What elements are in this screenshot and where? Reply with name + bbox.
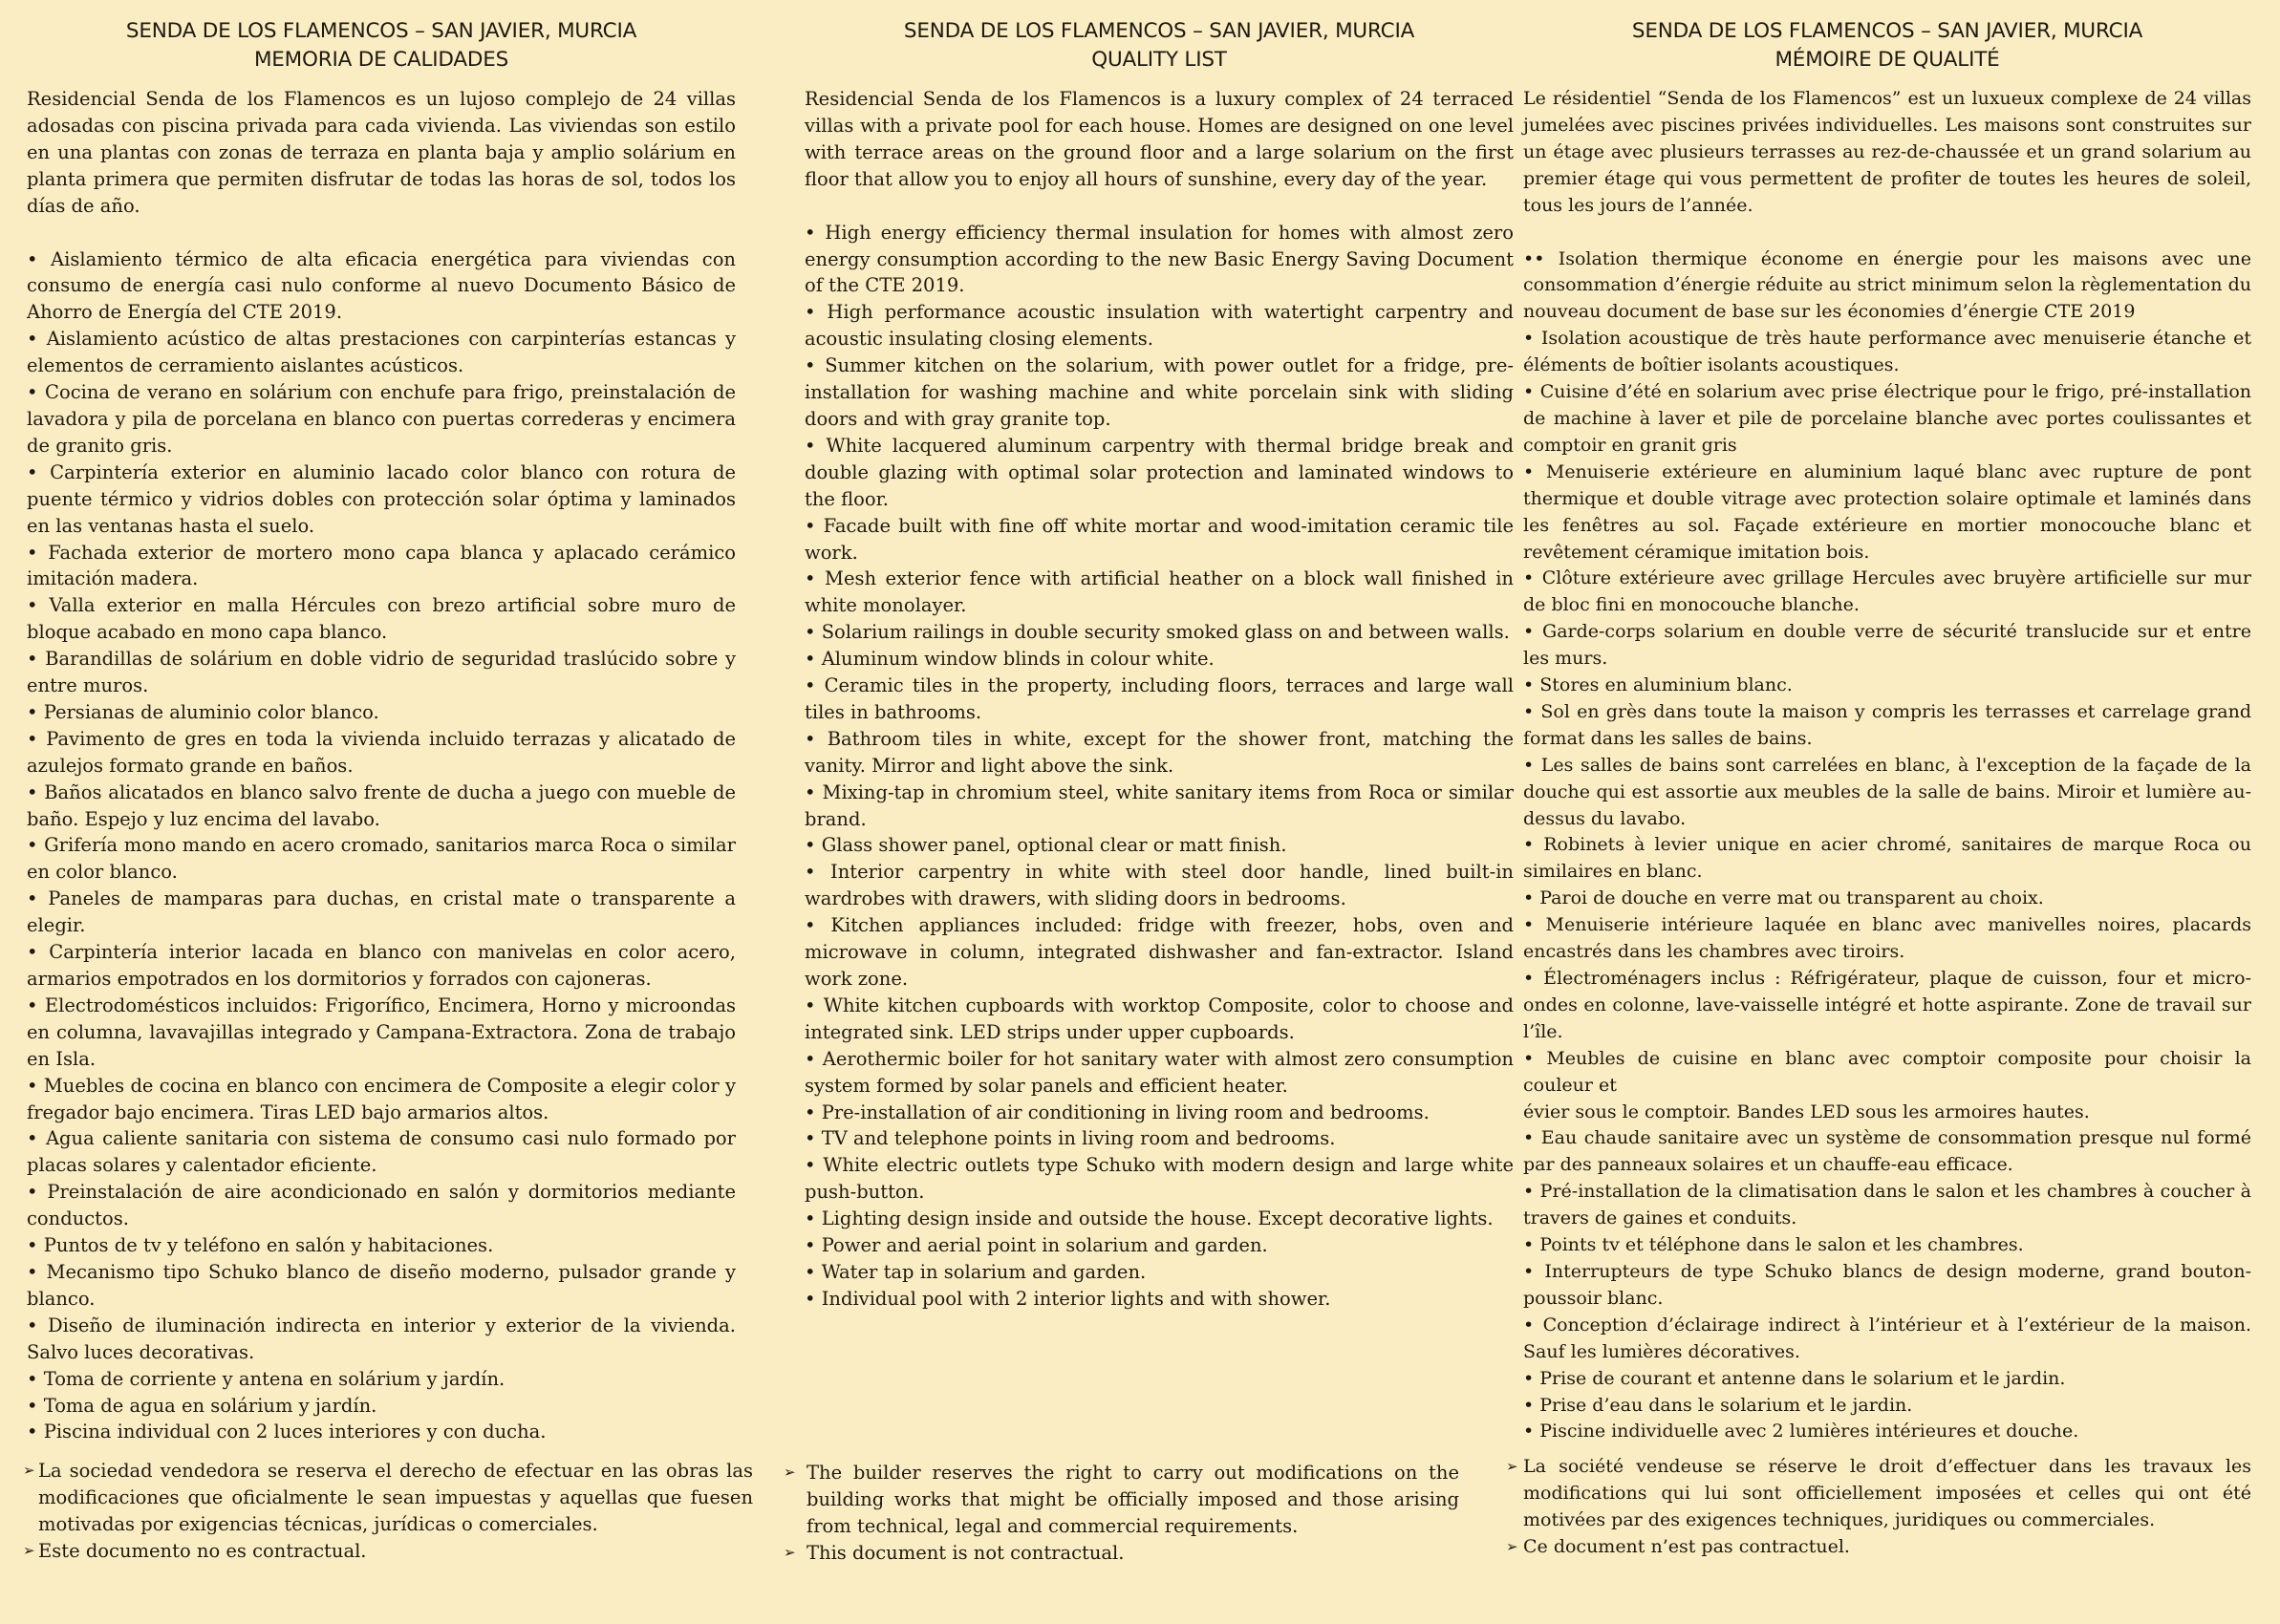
- quality-item: • Facade built with fine off white mortar and wood-imitation ceramic tile work.: [805, 514, 1514, 564]
- quality-item: • Glass shower panel, optional clear or matt finish.: [805, 834, 1287, 857]
- footer-notes-english: [784, 1460, 1459, 1567]
- quality-item: • Kitchen appliances included: fridge with freezer, hobs, oven and microwave in column, integrated dishwasher and fan-extractor. Island work zone.: [805, 914, 1514, 990]
- footer-note-text: Este documento no es contractual.: [38, 1539, 367, 1562]
- arrow-bullet-icon: ➢: [23, 1462, 35, 1479]
- footer-note-text: Ce document n’est pas contractuel.: [1523, 1535, 1850, 1557]
- footer-note: [23, 1458, 753, 1538]
- quality-item: • Water tap in solarium and garden.: [805, 1260, 1147, 1283]
- quality-list: [27, 246, 736, 1446]
- quality-item: • Cuisine d’été en solarium avec prise électrique pour le frigo, pré-installation de machine à laver et pile de porcelaine blanche avec portes coulissantes et comptoir en granit gris: [1523, 381, 2251, 456]
- quality-item: • Solarium railings in double security smoked glass on and between walls.: [805, 621, 1510, 644]
- footer-note-text: La sociedad vendedora se reserva el derecho de efectuar en las obras las modificaciones que oficialmente le sean impuestas y aquellas que fuesen motivadas por exigencias técnicas, jurídicas o comerciales.: [38, 1460, 753, 1535]
- quality-item: • High energy efficiency thermal insulation for homes with almost zero energy consumption according to the new Basic Energy Saving Document of the CTE 2019.: [805, 221, 1514, 297]
- arrow-bullet-icon: ➢: [784, 1543, 796, 1561]
- intro-paragraph: Residencial Senda de los Flamencos is a luxury complex of 24 terraced villas with a private pool for each house. Homes are designed on one level with terrace areas on the ground floor and a large solarium on the first floor that allow you to enjoy all hours of sunshine, every day of the year.: [805, 88, 1514, 190]
- quality-item: • Aluminum window blinds in colour white.: [805, 648, 1215, 671]
- quality-item: • Clôture extérieure avec grillage Hercules avec bruyère artificielle sur mur de bloc fini en monocouche blanche.: [1523, 567, 2251, 616]
- arrow-bullet-icon: ➢: [784, 1464, 796, 1481]
- quality-item: • Ceramic tiles in the property, including floors, terraces and large wall tiles in bathrooms.: [805, 674, 1514, 723]
- quality-item: • Points tv et téléphone dans le salon et les chambres.: [1523, 1234, 2024, 1256]
- quality-item: • Paneles de mamparas para duchas, en cristal mate o transparente a elegir.: [27, 887, 736, 937]
- title-line-2: MÉMOIRE DE QUALITÉ: [1775, 48, 2000, 72]
- quality-item: • Robinets à levier unique en acier chromé, sanitaires de marque Roca ou similaires en blanc.: [1523, 834, 2251, 883]
- quality-item: • White electric outlets type Schuko with modern design and large white push-button.: [805, 1154, 1514, 1204]
- quality-item: • Mesh exterior fence with artificial heather on a block wall finished in white monolayer.: [805, 567, 1514, 617]
- footer-note-text: This document is not contractual.: [807, 1541, 1125, 1564]
- quality-item: • Puntos de tv y teléfono en salón y habitaciones.: [27, 1234, 494, 1257]
- quality-item: • Grifería mono mando en acero cromado, sanitarios marca Roca o similar en color blanco.: [27, 834, 736, 884]
- quality-item: • Menuiserie extérieure en aluminium laqué blanc avec rupture de pont thermique et double vitrage avec protection solaire optimale et laminés dans les fenêtres au sol. Façade extérieure en mortier monocouche blanc et revêtement céramique imitation bois.: [1523, 460, 2251, 563]
- intro-paragraph: Le résidentiel “Senda de los Flamencos” est un luxueux complexe de 24 villas jumelées avec piscines privées individuelles. Les maisons sont construites sur un étage avec plusieurs terrasses au rez-de-chaussée et un grand solarium au premier étage qui vous permettent de profiter de toutes les heures de soleil, tous les jours de l’année.: [1523, 88, 2251, 216]
- quality-item: • Individual pool with 2 interior lights and with shower.: [805, 1287, 1331, 1310]
- quality-item: • Electrodomésticos incluidos: Frigorífico, Encimera, Horno y microondas en columna, lavavajillas integrado y Campana-Extractora. Zona de trabajo en Isla.: [27, 994, 736, 1070]
- quality-item: • Preinstalación de aire acondicionado en salón y dormitorios mediante conductos.: [27, 1181, 736, 1230]
- quality-item: • Agua caliente sanitaria con sistema de consumo casi nulo formado por placas solares y calentador eficiente.: [27, 1127, 736, 1177]
- quality-item: • Piscine individuelle avec 2 lumières intérieures et douche.: [1523, 1421, 2079, 1442]
- quality-item: • Menuiserie intérieure laquée en blanc avec manivelles noires, placards encastrés dans les chambres avec tiroirs.: [1523, 914, 2251, 963]
- quality-item: • Stores en aluminium blanc.: [1523, 674, 1793, 696]
- column-title: [1523, 17, 2251, 75]
- quality-item: • Aislamiento térmico de alta eficacia energética para viviendas con consumo de energía casi nulo conforme al nuevo Documento Básico de Ahorro de Energía del CTE 2019.: [27, 247, 736, 324]
- quality-item: • Les salles de bains sont carrelées en blanc, à l'exception de la façade de la douche qui est assortie aux meubles de la salle de bains. Miroir et lumière au-dessus du lavabo.: [1523, 754, 2251, 829]
- footer-note: [784, 1540, 1459, 1567]
- footer-note: [1506, 1454, 2251, 1534]
- quality-item: • Diseño de iluminación indirecta en interior y exterior de la vivienda. Salvo luces decorativas.: [27, 1314, 736, 1363]
- quality-item: • White lacquered aluminum carpentry with thermal bridge break and double glazing with optimal solar protection and laminated windows to the floor.: [805, 434, 1514, 510]
- quality-list: [1523, 246, 2251, 1446]
- quality-list: [805, 220, 1514, 1313]
- quality-item: • Garde-corps solarium en double verre de sécurité translucide sur et entre les murs.: [1523, 621, 2251, 670]
- column-title: [805, 17, 1514, 75]
- quality-item: • Power and aerial point in solarium and garden.: [805, 1234, 1268, 1257]
- quality-item: • Prise de courant et antenne dans le solarium et le jardin.: [1523, 1367, 2066, 1389]
- quality-item: • Persianas de aluminio color blanco.: [27, 700, 379, 723]
- title-line-1: SENDA DE LOS FLAMENCOS – SAN JAVIER, MURCIA: [903, 19, 1415, 43]
- footer-notes-french: [1506, 1454, 2251, 1561]
- quality-item: • Pavimento de gres en toda la vivienda incluido terrazas y alicatado de azulejos formato grande en baños.: [27, 727, 736, 777]
- quality-item: • Fachada exterior de mortero mono capa blanca y aplacado cerámico imitación madera.: [27, 541, 736, 590]
- quality-item: • Carpintería interior lacada en blanco con manivelas en color acero, armarios empotrados en los dormitorios y forrados con cajoneras.: [27, 941, 736, 990]
- quality-item: • Carpintería exterior en aluminio lacado color blanco con rotura de puente térmico y vidrios dobles con protección solar óptima y laminados en las ventanas hasta el suelo.: [27, 460, 736, 537]
- column-body: [1523, 86, 2251, 1445]
- quality-item: • White kitchen cupboards with worktop Composite, color to choose and integrated sink. LED strips under upper cupboards.: [805, 994, 1514, 1043]
- quality-item: • Meubles de cuisine en blanc avec comptoir composite pour choisir la couleur et: [1523, 1047, 2251, 1096]
- footer-note: [23, 1538, 753, 1565]
- title-line-1: SENDA DE LOS FLAMENCOS – SAN JAVIER, MURCIA: [1631, 19, 2143, 43]
- footer-note-text: The builder reserves the right to carry out modifications on the building works that might be officially imposed and those arising from technical, legal and commercial requirements.: [807, 1462, 1459, 1537]
- column-french: [1523, 17, 2251, 1445]
- quality-item: • Électroménagers inclus : Réfrigérateur, plaque de cuisson, four et micro-ondes en colonne, lave-vaisselle intégré et hotte aspirante. Zone de travail sur l’île.: [1523, 968, 2251, 1042]
- title-line-2: MEMORIA DE CALIDADES: [253, 48, 509, 72]
- quality-item: • Toma de agua en solárium y jardín.: [27, 1394, 377, 1417]
- quality-item: • Conception d’éclairage indirect à l’intérieur et à l’extérieur de la maison. Sauf les lumières décoratives.: [1523, 1314, 2251, 1362]
- arrow-bullet-icon: ➢: [1506, 1458, 1518, 1475]
- quality-item: • Eau chaude sanitaire avec un système de consommation presque nul formé par des panneaux solaires et un chauffe-eau efficace.: [1523, 1127, 2251, 1176]
- quality-item: • Piscina individual con 2 luces interiores y con ducha.: [27, 1421, 547, 1443]
- arrow-bullet-icon: ➢: [23, 1541, 35, 1559]
- quality-item: • Pre-installation of air conditioning in living room and bedrooms.: [805, 1100, 1430, 1123]
- footer-notes-spanish: [23, 1458, 753, 1565]
- quality-item: • Aislamiento acústico de altas prestaciones con carpinterías estancas y elementos de cerramiento aislantes acústicos.: [27, 328, 736, 377]
- column-title: [27, 17, 736, 75]
- footer-note: [784, 1460, 1459, 1540]
- quality-item: • Sol en grès dans toute la maison y compris les terrasses et carrelage grand format dans les salles de bains.: [1523, 700, 2251, 749]
- title-line-2: QUALITY LIST: [1091, 48, 1227, 72]
- column-spanish: [27, 17, 736, 1445]
- quality-item: évier sous le comptoir. Bandes LED sous les armoires hautes.: [1523, 1100, 2090, 1122]
- intro-paragraph: Residencial Senda de los Flamencos es un lujoso complejo de 24 villas adosadas con piscina privada para cada vivienda. Las viviendas son estilo en una plantas con zonas de terraza en planta baja y amplio solárium en planta primera que permiten disfrutar de todas las horas de sol, todos los días de año.: [27, 88, 736, 217]
- quality-item: • Summer kitchen on the solarium, with power outlet for a fridge, pre-installation for washing machine and white porcelain sink with sliding doors and with gray granite top.: [805, 354, 1514, 430]
- quality-item: • Mixing-tap in chromium steel, white sanitary items from Roca or similar brand.: [805, 780, 1514, 830]
- quality-item: • Paroi de douche en verre mat ou transparent au choix.: [1523, 887, 2044, 909]
- column-english: [805, 17, 1514, 1313]
- quality-item: • Barandillas de solárium en doble vidrio de seguridad traslúcido sobre y entre muros.: [27, 648, 736, 697]
- quality-item: • Bathroom tiles in white, except for the shower front, matching the vanity. Mirror and light above the sink.: [805, 727, 1514, 777]
- quality-item: • Baños alicatados en blanco salvo frente de ducha a juego con mueble de baño. Espejo y luz encima del lavabo.: [27, 780, 736, 830]
- quality-item: • Pré-installation de la climatisation dans le salon et les chambres à coucher à travers de gaines et conduits.: [1523, 1181, 2251, 1229]
- title-line-1: SENDA DE LOS FLAMENCOS – SAN JAVIER, MURCIA: [125, 19, 637, 43]
- quality-item: • Interior carpentry in white with steel door handle, lined built-in wardrobes with drawers, with sliding doors in bedrooms.: [805, 861, 1514, 910]
- quality-item: • Toma de corriente y antena en solárium y jardín.: [27, 1367, 505, 1390]
- footer-note: [1506, 1534, 2251, 1561]
- quality-item: • Lighting design inside and outside the house. Except decorative lights.: [805, 1207, 1494, 1230]
- quality-item: • Cocina de verano en solárium con enchufe para frigo, preinstalación de lavadora y pila de porcelana en blanco con puertas correderas y encimera de granito gris.: [27, 381, 736, 457]
- arrow-bullet-icon: ➢: [1506, 1537, 1518, 1555]
- quality-item: • Isolation acoustique de très haute performance avec menuiserie étanche et éléments de boîtier isolants acoustiques.: [1523, 328, 2251, 376]
- quality-item: • Muebles de cocina en blanco con encimera de Composite a elegir color y fregador bajo encimera. Tiras LED bajo armarios altos.: [27, 1074, 736, 1123]
- column-body: [805, 86, 1514, 1313]
- quality-item: • Interrupteurs de type Schuko blancs de design moderne, grand bouton-poussoir blanc.: [1523, 1260, 2251, 1309]
- quality-item: • Valla exterior en malla Hércules con brezo artificial sobre muro de bloque acabado en mono capa blanco.: [27, 594, 736, 644]
- quality-item: •• Isolation thermique économe en énergie pour les maisons avec une consommation d’énergie réduite au strict minimum selon la règlementation du nouveau document de base sur les économies d’énergie CTE 2019: [1523, 247, 2251, 323]
- footer-note-text: La société vendeuse se réserve le droit d’effectuer dans les travaux les modifications qui lui sont officiellement imposées et celles qui ont été motivées par des exigences techniques, juridiques ou commerciales.: [1523, 1456, 2251, 1530]
- quality-item: • Mecanismo tipo Schuko blanco de diseño moderno, pulsador grande y blanco.: [27, 1260, 736, 1310]
- quality-item: • Aerothermic boiler for hot sanitary water with almost zero consumption system formed by solar panels and efficient heater.: [805, 1047, 1514, 1097]
- quality-item: • High performance acoustic insulation with watertight carpentry and acoustic insulating closing elements.: [805, 301, 1514, 351]
- quality-item: • TV and telephone points in living room and bedrooms.: [805, 1127, 1336, 1150]
- quality-item: • Prise d’eau dans le solarium et le jardin.: [1523, 1394, 1913, 1416]
- column-body: [27, 86, 736, 1445]
